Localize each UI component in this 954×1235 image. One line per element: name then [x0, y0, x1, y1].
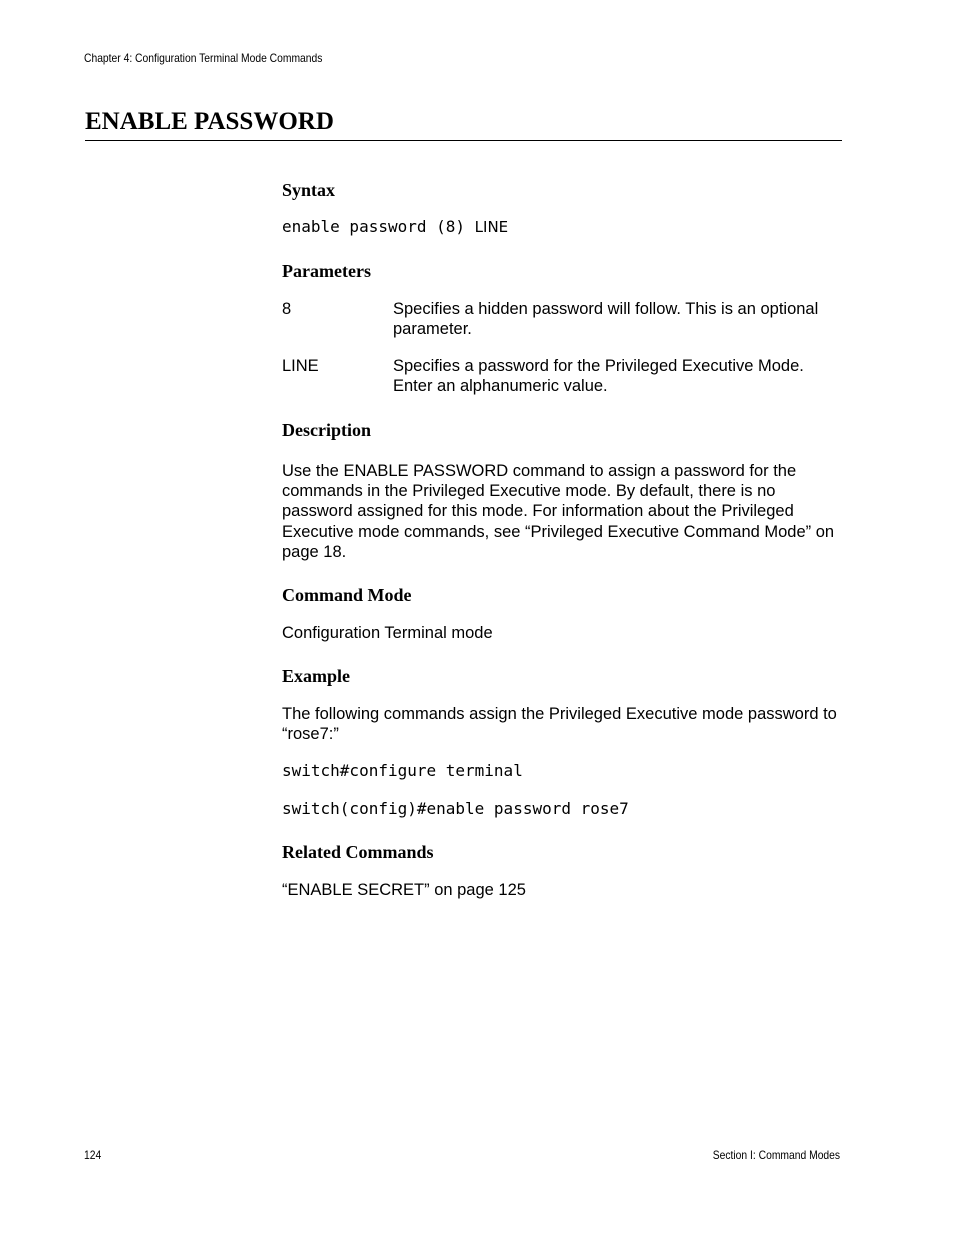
parameter-description: Specifies a hidden password will follow. This is an optional parameter. — [393, 300, 819, 339]
syntax-line — [282, 217, 508, 237]
footer-section: Section I: Command Modes — [712, 1148, 840, 1162]
description-text: Use the ENABLE PASSWORD command to assign a password for the commands in the Privileged Executive mode. By default, there is no password assigned for this mode. For information about the Privileged Executive mode commands, see “Privileged Executive Command Mode” on page 18. — [282, 462, 835, 561]
syntax-command: enable password (8) — [282, 217, 466, 236]
example-command: switch(config)#enable password rose7 — [282, 799, 629, 818]
title-rule — [85, 140, 842, 141]
related-commands-heading: Related Commands — [282, 842, 434, 862]
description-heading: Description — [282, 420, 371, 440]
parameter-name: 8 — [282, 300, 292, 318]
parameters-heading: Parameters — [282, 261, 371, 281]
related-command-link[interactable]: “ENABLE SECRET” on page 125 — [282, 881, 526, 899]
example-heading: Example — [282, 666, 351, 686]
example-text: The following commands assign the Privileged Executive mode password to “rose7:” — [282, 705, 837, 744]
parameter-name: LINE — [282, 357, 319, 375]
page-number: 124 — [84, 1148, 102, 1162]
command-mode-heading: Command Mode — [282, 585, 412, 605]
command-mode-text: Configuration Terminal mode — [282, 624, 493, 642]
syntax-argument: LINE — [474, 218, 509, 236]
page-title: ENABLE PASSWORD — [85, 108, 334, 135]
running-header: Chapter 4: Configuration Terminal Mode Commands — [84, 51, 323, 65]
syntax-heading: Syntax — [282, 180, 336, 200]
example-command: switch#configure terminal — [282, 761, 523, 780]
parameter-description: Specifies a password for the Privileged Executive Mode. Enter an alphanumeric value. — [393, 357, 804, 396]
